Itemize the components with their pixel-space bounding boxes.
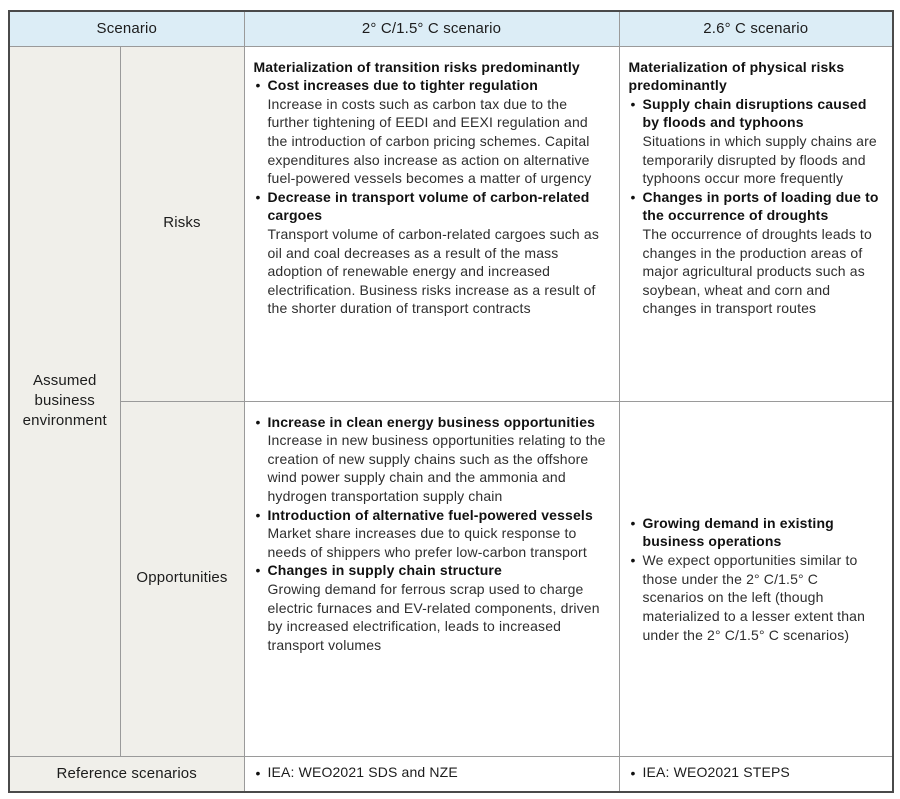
opportunities-26c-item-2 — [629, 551, 881, 644]
bullet-content — [643, 514, 881, 551]
bullet-item-title: Supply chain disruptions caused by floods and typhoons — [642, 95, 867, 131]
opportunities-2c-item-1 — [254, 413, 607, 506]
bullet-content — [268, 413, 607, 506]
bullet-icon: • — [630, 188, 636, 205]
bullet-icon: • — [255, 562, 261, 579]
opportunities-26c-cell — [619, 401, 893, 756]
bullet-item-body: Increase in costs such as carbon tax due to the further tightening of EEDI and EEXI regulation and the introduction of carbon pricing schemes. Capital expenditures also increase as action on alternative fuel-powered vessels becomes a matter of urgency — [267, 95, 592, 187]
bullet-icon: • — [630, 95, 636, 112]
reference-26c-cell — [619, 756, 893, 792]
bullet-item-title: Increase in clean energy business opportunities — [267, 413, 596, 430]
bullet-content — [643, 551, 881, 644]
bullet-item-body: Growing demand for ferrous scrap used to charge electric furnaces and EV-related components, driven by increased electrification, leads to increased transport volumes — [267, 580, 600, 653]
reference-row — [9, 756, 893, 792]
bullet-item-body: Increase in new business opportunities relating to the creation of new supply chains such as the offshore wind power supply chain and the ammonia and hydrogen transportation supply chain — [267, 432, 606, 504]
bullet-content — [643, 188, 881, 318]
risks-2c-item-2 — [254, 188, 607, 318]
bullet-content — [643, 764, 881, 780]
bullet-item-title: Cost increases due to tighter regulation — [267, 77, 538, 94]
bullet-item-body: Market share increases due to quick response to needs of shippers who prefer low-carbon transport — [267, 525, 587, 560]
bullet-item-body: Transport volume of carbon-related cargoes such as oil and coal decreases as a result of the mass adoption of renewable energy and increased electrification. Business risks increase as a result of the shorter duration of transport contracts — [267, 225, 599, 317]
header-scenario: Scenario — [9, 11, 244, 46]
bullet-item-title: Decrease in transport volume of carbon-related cargoes — [267, 188, 590, 224]
bullet-content — [643, 95, 881, 188]
risks-2c-heading: Materialization of transition risks predominantly — [253, 58, 580, 75]
header-row — [9, 11, 893, 46]
bullet-icon: • — [630, 552, 636, 569]
label-opportunities: Opportunities — [120, 401, 244, 756]
bullet-icon: • — [630, 765, 636, 782]
risks-2c-item-1 — [254, 76, 607, 188]
header-scenario-2c: 2° C/1.5° C scenario — [244, 11, 619, 46]
bullet-icon: • — [255, 188, 261, 205]
opportunities-row — [9, 401, 893, 756]
opportunities-26c-item-1 — [629, 514, 881, 551]
bullet-item-title: Introduction of alternative fuel-powered vessels — [267, 506, 593, 523]
bullet-icon: • — [255, 765, 261, 782]
risks-row — [9, 46, 893, 401]
reference-26c-item — [629, 764, 881, 783]
opportunities-2c-item-2 — [254, 506, 607, 562]
bullet-item-title: Changes in ports of loading due to the occurrence of droughts — [642, 188, 879, 224]
bullet-item-title: Changes in supply chain structure — [267, 562, 502, 579]
label-assumed-business-environment: Assumed business environment — [9, 46, 120, 756]
bullet-icon: • — [630, 514, 636, 531]
risks-26c-cell — [619, 46, 893, 401]
reference-26c-text: IEA: WEO2021 STEPS — [642, 764, 790, 781]
bullet-content — [268, 764, 607, 780]
label-risks: Risks — [120, 46, 244, 401]
bullet-icon: • — [255, 77, 261, 94]
opportunities-2c-cell — [244, 401, 619, 756]
bullet-content — [268, 561, 607, 654]
bullet-item-body: We expect opportunities similar to those under the 2° C/1.5° C scenarios on the left (though materialized to a lesser extent than under the 2° C/1.5° C scenarios) — [642, 552, 866, 643]
scenario-analysis-table — [8, 10, 894, 793]
bullet-item-body: Situations in which supply chains are temporarily disrupted by floods and typhoons occur more frequently — [642, 132, 877, 187]
bullet-content — [268, 188, 607, 318]
risks-26c-heading: Materialization of physical risks predominantly — [628, 58, 845, 94]
bullet-icon: • — [255, 506, 261, 523]
risks-2c-cell — [244, 46, 619, 401]
reference-2c-text: IEA: WEO2021 SDS and NZE — [267, 764, 458, 781]
bullet-item-body: The occurrence of droughts leads to changes in the production areas of major agricultural products such as soybean, wheat and corn and changes in transport routes — [642, 225, 872, 317]
risks-26c-item-2 — [629, 188, 881, 318]
label-reference-scenarios: Reference scenarios — [9, 756, 244, 792]
bullet-content — [268, 506, 607, 562]
reference-2c-item — [254, 764, 607, 783]
reference-2c-cell — [244, 756, 619, 792]
opportunities-2c-item-3 — [254, 561, 607, 654]
risks-26c-item-1 — [629, 95, 881, 188]
bullet-content — [268, 76, 607, 188]
bullet-icon: • — [255, 413, 261, 430]
header-scenario-26c: 2.6° C scenario — [619, 11, 893, 46]
bullet-item-title: Growing demand in existing business operations — [642, 514, 834, 550]
